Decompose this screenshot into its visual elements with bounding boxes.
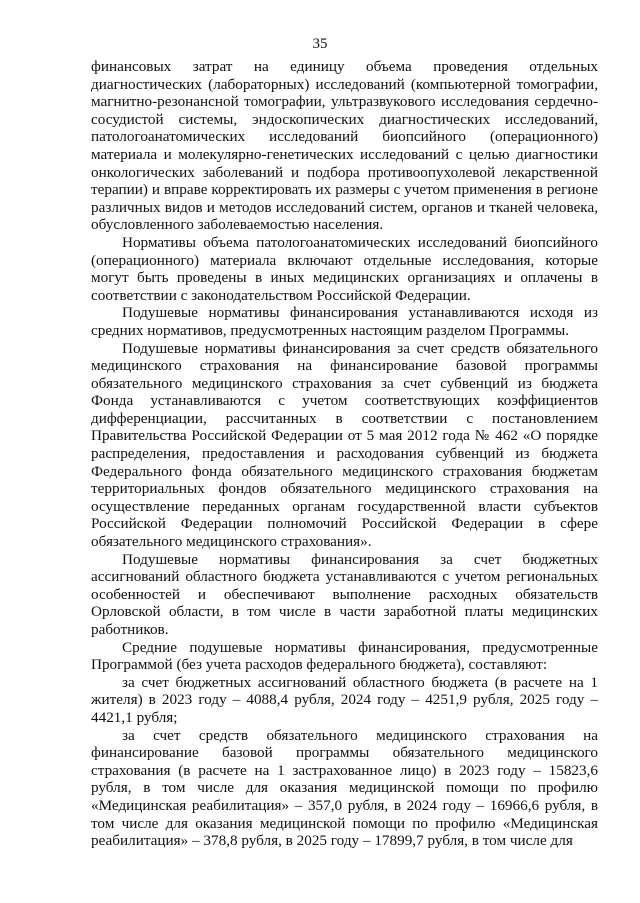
paragraph-diagnostic-costs: финансовых затрат на единицу объема проведения отдельных диагностических (лабораторных) исследований (компьютерной томографии, магнитно-резонансной томографии, ультразвукового исследования сердечно-сосудистой системы, эндоскопических диагностических исследований, патологоанатомических исследований биопсийного (операционного) материала и молекулярно-генетических исследований с целью диагностики онкологических заболеваний и подбора противоопухолевой лекарственной терапии) и вправе корректировать их размеры с учетом применения в регионе различных видов и методов исследований систем, органов и тканей человека, обусловленного заболеваемостью населения.	[91, 58, 598, 234]
paragraph-pathology-volume: Нормативы объема патологоанатомических исследований биопсийного (операционного) материала включают отдельные исследования, которые могут быть проведены в иных медицинских организациях и оплачены в соответствии с законодательством Российской Федерации.	[91, 233, 598, 304]
paragraph-regional-budget: Подушевые нормативы финансирования за счет бюджетных ассигнований областного бюджета устанавливаются с учетом региональных особенностей и обеспечивают выполнение расходных обязательств Орловской области, в том числе в части заработной платы медицинских работников.	[91, 550, 598, 638]
body-text	[91, 58, 598, 850]
page-number: 35	[312, 36, 328, 52]
paragraph-oms-standards: Подушевые нормативы финансирования за счет средств обязательного медицинского страхования на финансирование базовой программы обязательного медицинского страхования за счет субвенций из бюджета Фонда устанавливаются с учетом соответствующих коэффициентов дифференциации, рассчитанных в соответствии с постановлением Правительства Российской Федерации от 5 мая 2012 года № 462 «О порядке распределения, предоставления и расходования субвенций из бюджета Федерального фонда обязательного медицинского страхования бюджетам территориальных фондов обязательного медицинского страхования на осуществление переданных органам государственной власти субъектов Российской Федерации полномочий Российской Федерации в сфере обязательного медицинского страхования».	[91, 339, 598, 551]
paragraph-per-capita-basis: Подушевые нормативы финансирования устанавливаются исходя из средних нормативов, предусмотренных настоящим разделом Программы.	[91, 304, 598, 339]
paragraph-budget-per-resident: за счет бюджетных ассигнований областного бюджета (в расчете на 1 жителя) в 2023 году – 4088,4 рубля, 2024 году – 4251,9 рубля, 2025 году – 4421,1 рубля;	[91, 673, 598, 726]
paragraph-average-standards: Средние подушевые нормативы финансирования, предусмотренные Программой (без учета расходов федерального бюджета), составляют:	[91, 638, 598, 674]
paragraph-oms-per-insured: за счет средств обязательного медицинского страхования на финансирование базовой программы обязательного медицинского страхования (в расчете на 1 застрахованное лицо) в 2023 году – 15823,6 рубля, в том числе для оказания медицинской помощи по профилю «Медицинская реабилитация» – 357,0 рубля, в 2024 году – 16966,6 рубля, в том числе для оказания медицинской помощи по профилю «Медицинская реабилитация» – 378,8 рубля, в 2025 году – 17899,7 рубля, в том числе для	[91, 726, 598, 850]
